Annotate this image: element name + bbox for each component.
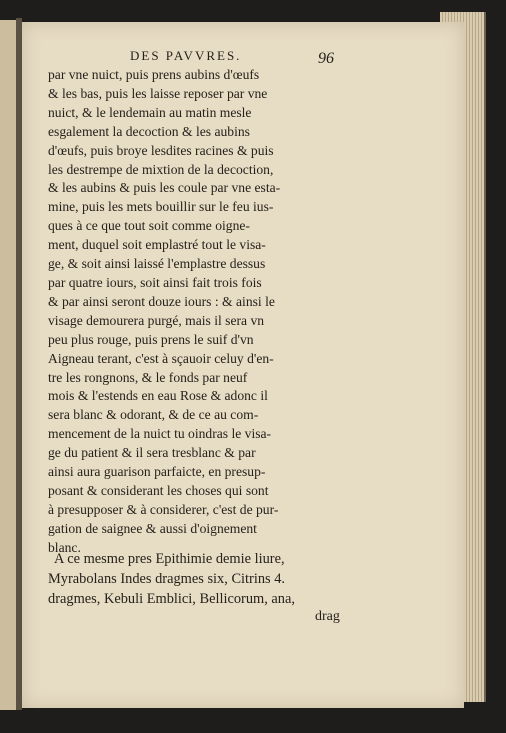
text-line: mois & l'estends en eau Rose & adonc il: [48, 388, 268, 404]
text-line: visage demourera purgé, mais il sera vn: [48, 312, 265, 328]
text-line: à presupposer & à considerer, c'est de pur-: [48, 501, 279, 517]
text-line: ge, & soit ainsi laissé l'emplastre dessus: [48, 256, 266, 272]
text-line: & par ainsi seront douze iours : & ainsi le: [48, 293, 275, 309]
text-line: sera blanc & odorant, & de ce au com-: [48, 407, 259, 423]
text-line: tre les rongnons, & le fonds par neuf: [48, 369, 248, 385]
recipe-paragraph: [48, 549, 348, 609]
text-line: esgalement la decoction & les aubins: [48, 123, 250, 139]
text-line: ques à ce que tout soit comme oigne-: [48, 218, 250, 234]
catchword: drag: [315, 609, 340, 624]
text-line: & les aubins & puis les coule par vne esta-: [48, 180, 281, 196]
text-line: ge du patient & il sera tresblanc & par: [48, 445, 256, 461]
text-line: nuict, & le lendemain au matin mesle: [48, 104, 252, 120]
text-line: par vne nuict, puis prens aubins d'œufs: [48, 67, 260, 82]
text-line: par quatre iours, soit ainsi fait trois fois: [48, 274, 262, 290]
text-line: gation de saignee & aussi d'oignement: [48, 520, 257, 536]
text-line: & les bas, puis les laisse reposer par vne: [48, 85, 268, 101]
text-line: ment, duquel soit emplastré tout le visa-: [48, 237, 266, 253]
text-line: d'œufs, puis broye lesdites racines & puis: [48, 142, 274, 158]
text-line: mencement de la nuict tu oindras le visa-: [48, 426, 272, 442]
recipe-line: dragmes, Kebuli Emblici, Bellicorum, ana,: [48, 591, 295, 607]
text-line: ainsi aura guarison parfaicte, en presup-: [48, 464, 266, 480]
text-line: peu plus rouge, puis prens le suif d'vn: [48, 331, 254, 347]
text-line: les destrempe de mixtion de la decoction,: [48, 161, 274, 177]
text-line: Aigneau terant, c'est à sçauoir celuy d'en-: [48, 350, 274, 366]
recipe-line: A ce mesme pres Epithimie demie liure,: [54, 551, 285, 567]
running-head: DES PAVVRES.: [130, 48, 242, 63]
body-paragraph: [48, 66, 348, 558]
text-line: mine, puis les mets bouillir sur le feu ius-: [48, 199, 274, 215]
recipe-line: Myrabolans Indes dragmes six, Citrins 4.: [48, 571, 286, 587]
page-number: 96: [318, 50, 334, 67]
text-line: posant & considerant les choses qui sont: [48, 482, 269, 498]
text-line: blanc.: [48, 539, 81, 555]
